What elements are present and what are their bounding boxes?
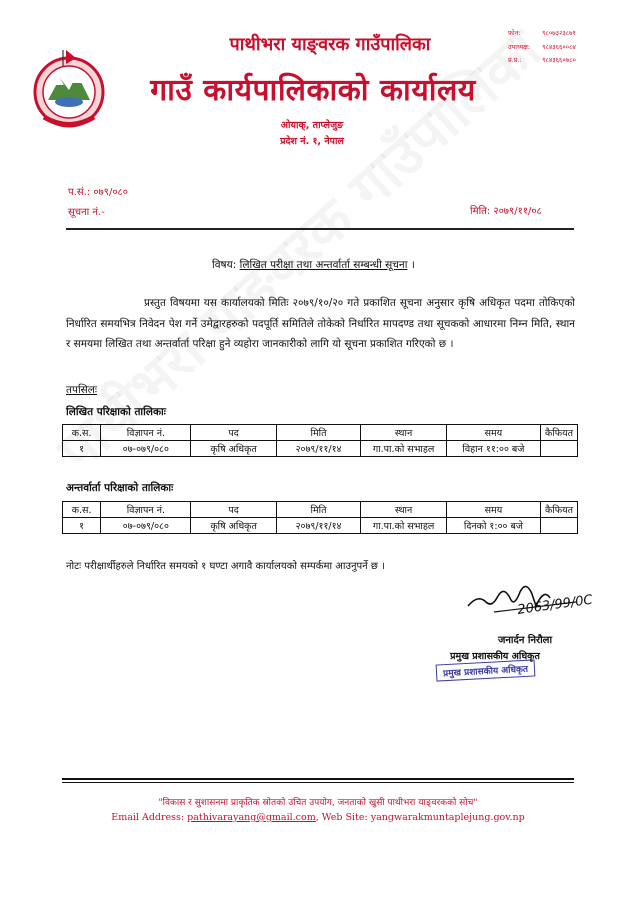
table-row (63, 441, 578, 457)
subject-prefix: विषय: (212, 259, 237, 271)
col-post: पद (191, 502, 276, 518)
contact-label: उपाध्यक्ष: (508, 42, 531, 51)
contact-label: प्र.प्र.: (508, 56, 522, 64)
table-cell (540, 441, 577, 457)
col-remarks: कैफियत (540, 502, 577, 518)
col-remarks: कैफियत (540, 425, 577, 441)
note: नोटः परीक्षार्थीहरुले निर्धारित समयको १ घण्टा अगावै कार्यालयको सम्पर्कमा आउनुपर्ने छ । (66, 561, 385, 572)
official-stamp: प्रमुख प्रशासकीय अधिकृत (436, 659, 536, 681)
contact-value: ९८०७३२३८७१ (542, 29, 576, 37)
table-cell: गा.पा.को सभाहल (361, 518, 446, 534)
table-cell: १ (63, 518, 101, 534)
subject-suffix: । (410, 259, 415, 271)
contact-row (508, 54, 608, 68)
written-exam-table (62, 424, 578, 457)
subject-text: लिखित परीक्षा तथा अन्तर्वार्ता सम्बन्धी सूचना (239, 259, 408, 271)
col-venue: स्थान (361, 502, 446, 518)
col-serial: क.स. (63, 502, 101, 518)
divider (66, 228, 574, 230)
letter-number: प.सं.: ०७९/०८० (68, 187, 128, 198)
footer-divider (62, 782, 574, 783)
col-date: मिति (276, 425, 361, 441)
contact-block (508, 27, 608, 68)
written-exam-heading: लिखित परिक्षाको तालिकाः (66, 406, 166, 418)
subject-line (212, 258, 415, 272)
contact-value: ९८४३६६०७८० (542, 56, 576, 64)
col-post: पद (191, 425, 276, 441)
office-address (262, 118, 362, 150)
interview-heading: अन्तर्वार्ता परिक्षाको तालिकाः (66, 482, 174, 494)
footer-slogan: "विकास र सुशासनमा प्राकृतिक स्रोतको उचित उपयोग, जनताको खुसी पाथीभरा याङ्वरकको सोच" (158, 798, 478, 808)
table-cell: विहान ११:०० बजे (446, 441, 540, 457)
footer-divider (62, 778, 574, 780)
col-ad-no: विज्ञापन नं. (101, 502, 191, 518)
address-line-1: ओयाक्, ताप्लेजुङ (280, 120, 344, 131)
details-label: तपसिलः (66, 384, 98, 396)
table-cell: कृषि अधिकृत (191, 441, 276, 457)
table-cell: ०७-०७९/०८० (101, 441, 191, 457)
signer-name: जनार्दन निरौला (497, 635, 553, 646)
reference-block (68, 183, 128, 223)
col-date: मिति (276, 502, 361, 518)
table-header-row (63, 425, 578, 441)
email-label: Email Address: (111, 812, 185, 823)
handwritten-signature (464, 568, 594, 638)
col-ad-no: विज्ञापन नं. (101, 425, 191, 441)
emblem-logo (30, 42, 108, 142)
table-cell: गा.पा.को सभाहल (361, 441, 446, 457)
contact-row (508, 41, 608, 55)
contact-row (508, 27, 608, 41)
email-link[interactable]: pathivarayang@gmail.com (187, 812, 316, 823)
interview-table (62, 501, 578, 534)
body-paragraph: प्रस्तुत विषयमा यस कार्यालयको मितिः २०७९/१०/२० गते प्रकाशित सूचना अनुसार कृषि अधिकृत पदमा तोकिएको निर्धारित समयभित्र निवेदन पेश गर्ने उमेद्वारहरुको पदपूर्ति समितिले तोकेको निर्धारित मापदण्ड तथा सूचकको आधारमा निम्न मिति, स्थान र समयमा लिखित तथा अन्तर्वार्ता परिक्षा हुने व्यहोरा जानकारीको लागि यो सूचना प्रकाशित गरिएको छ । (66, 297, 575, 350)
col-time: समय (446, 425, 540, 441)
website-label: , Web Site: (315, 812, 368, 823)
letter-date: मिति: २०७९/११/०८ (470, 206, 542, 217)
table-cell: कृषि अधिकृत (191, 518, 276, 534)
office-title: गाउँ कार्यपालिकाको कार्यालय (150, 73, 476, 108)
col-time: समय (446, 502, 540, 518)
table-cell: २०७९/११/१४ (276, 518, 361, 534)
website-link[interactable]: yangwarakmuntaplejung.gov.np (370, 812, 525, 823)
col-venue: स्थान (361, 425, 446, 441)
table-row (63, 518, 578, 534)
table-header-row (63, 502, 578, 518)
table-cell: २०७९/११/१४ (276, 441, 361, 457)
table-cell: दिनको १:०० बजे (446, 518, 540, 534)
table-cell: १ (63, 441, 101, 457)
signer-title: प्रमुख प्रशासकीय अधिकृत (450, 651, 540, 662)
table-cell: ०७-०७९/०८० (101, 518, 191, 534)
table-cell (540, 518, 577, 534)
notice-number: सूचना नं.- (68, 207, 105, 218)
col-serial: क.स. (63, 425, 101, 441)
contact-label: फ़ोन: (508, 29, 521, 37)
address-line-2: प्रदेश नं. १, नेपाल (280, 136, 344, 147)
org-name: पाथीभरा याङ्वरक गाउँपालिका (229, 34, 431, 55)
footer-contact (62, 812, 574, 823)
handwritten-date: 2063/99/0C (516, 592, 594, 618)
contact-value: ९८४३६६००८४ (542, 42, 576, 51)
